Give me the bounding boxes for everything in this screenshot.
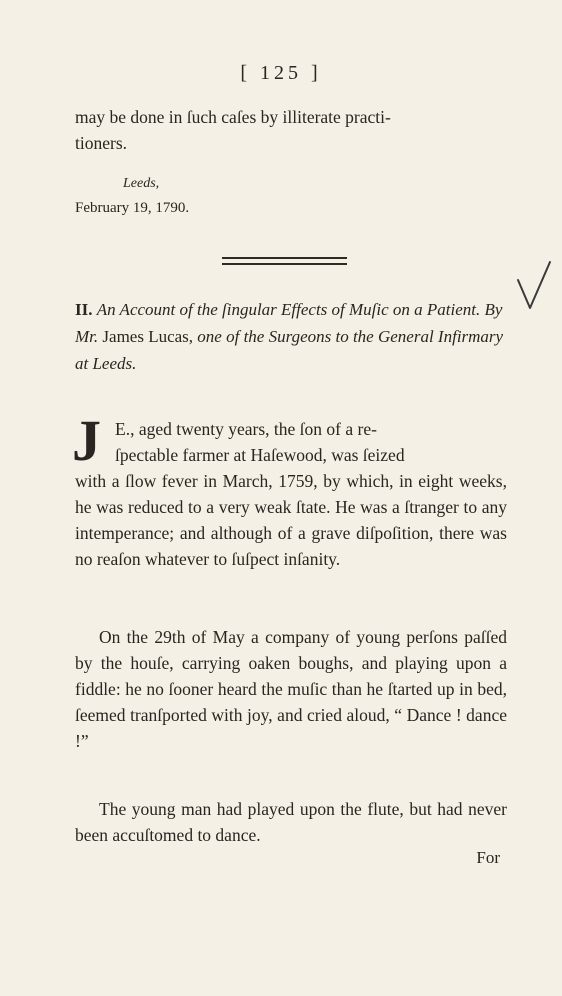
- handwritten-check-mark: [514, 258, 554, 314]
- section-rule-bottom: [222, 263, 347, 265]
- intro-line-2: tioners.: [75, 133, 128, 153]
- page-number: [ 125 ]: [240, 62, 322, 84]
- article-by: By Mr.: [75, 300, 503, 346]
- article-title-part1: An Account of the ſingular Effects of Muſic on a Patient.: [96, 300, 481, 319]
- paragraph-1-rest: with a ſlow fever in March, 1759, by which, in eight weeks, he was reduced to a very weak ſtate. He was a ſtranger to any intemperance; and although of a grave diſpoſition, there was no reaſon whatever to ſuſpect inſanity.: [75, 471, 507, 569]
- catchword: For: [476, 848, 500, 867]
- intro-text: [75, 104, 507, 156]
- paragraph-1-opening: [115, 416, 507, 468]
- article-author: James Lucas,: [102, 327, 194, 346]
- paragraph-1-line-2: ſpectable farmer at Haſewood, was ſeized: [115, 445, 405, 465]
- article-number: II.: [75, 300, 93, 319]
- dateline-place: Leeds,: [123, 176, 160, 191]
- article-title-part2: one of the Surgeons to the General Infirmary at Leeds.: [75, 327, 504, 373]
- drop-cap: J: [72, 408, 101, 473]
- paragraph-3: The young man had played upon the flute, but had never been accuſtomed to dance.: [75, 799, 507, 845]
- intro-line-1: may be done in ſuch caſes by illiterate practi-: [75, 107, 391, 127]
- paragraph-2: On the 29th of May a company of young perſons paſſed by the houſe, carrying oaken boughs, and playing upon a fiddle: he no ſooner heard the muſic than he ſtarted up in bed, ſeemed tranſported with joy, and cried aloud, “ Dance ! dance !”: [75, 627, 507, 751]
- section-rule-top: [222, 257, 347, 259]
- dateline-date: February 19, 1790.: [75, 200, 190, 216]
- article-heading: [75, 296, 515, 377]
- paragraph-1-line-1: E., aged twenty years, the ſon of a re-: [115, 419, 377, 439]
